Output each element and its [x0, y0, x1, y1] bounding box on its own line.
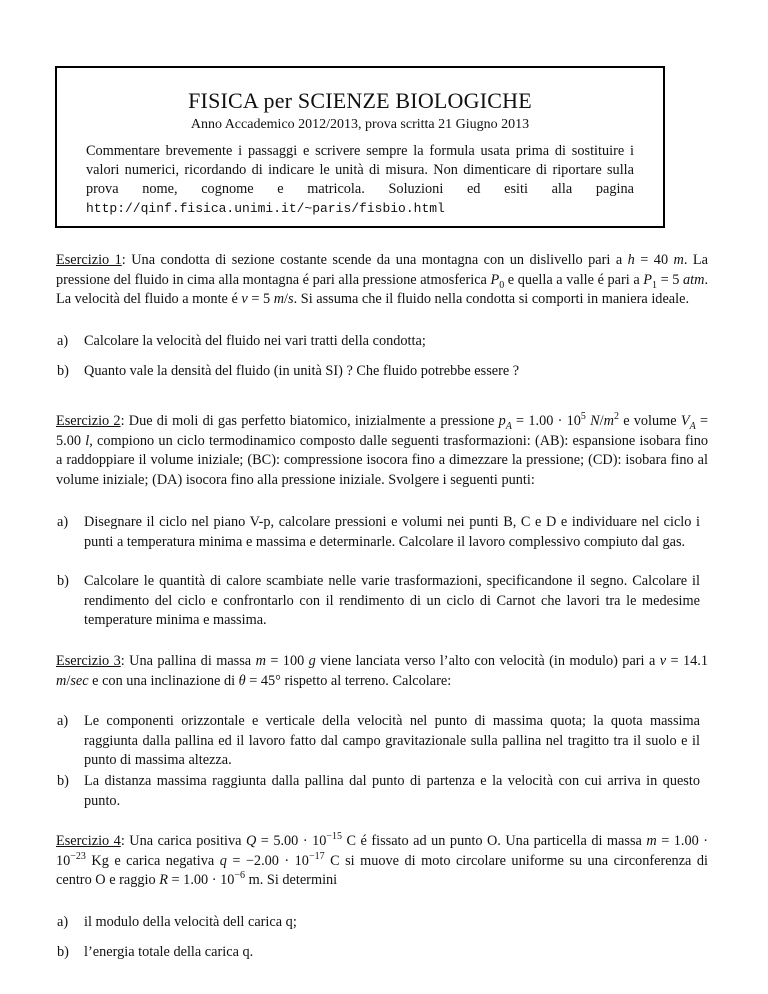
exercise-2-text: Esercizio 2: Due di moli di gas perfetto biatomico, inizialmente a pressione $p_A = 1.00 \cdot 10^5$ $N/m^2$ e volume $V_A = 5.00$ l, compiono un ciclo termodinamico composto dalle seguenti trasformazioni: (AB): espansione isobara fino a raddoppiare il volume iniziale; (BC): compressione isocora fino a dimezzare la pressione; (CD): isobara fino al volume iniziale; (DA) isocora fino alla pressione iniziale. Svolgere i seguenti punti:	[56, 411, 709, 488]
item-text: Calcolare la velocità del fluido nei vari tratti della condotta;	[84, 333, 426, 349]
exercise-1-text: Esercizio 1: Una condotta di sezione costante scende da una montagna con un dislivello pari a h = 40 m. La pressione del fluido in cima alla montagna é pari alla pressione atmosferica $P_0$ e quella a valle é pari a $P_1 = 5$ atm. La velocità del fluido a monte é v = 5 m/s. Si assuma che il fluido nella condotta si comporti in maniera ideale.	[56, 252, 709, 307]
item-marker: a)	[57, 713, 69, 729]
item-text: il modulo della velocità dell carica q;	[84, 914, 297, 930]
item-marker: a)	[57, 514, 69, 530]
item-text: Calcolare le quantità di calore scambiate nelle varie trasformazioni, specificandone il segno. Calcolare il rendimento del ciclo e confrontarlo con il rendimento di un ciclo di Carnot che lavori tra le medesime temperature minima e massima.	[84, 573, 700, 628]
item-marker: b)	[57, 363, 69, 379]
item-marker: b)	[57, 573, 69, 589]
item-text: Le componenti orizzontale e verticale della velocità nel punto di massima quota; la quota massima raggiunta dalla pallina ed il lavoro fatto dal campo gravitazionale sulla pallina nel tragitto tra il suolo e il punto di massima altezza.	[84, 713, 700, 768]
item-text: Disegnare il ciclo nel piano V-p, calcolare pressioni e volumi nei punti B, C e D e individuare nel ciclo i punti a temperatura minima e massima e determinarle. Calcolare il lavoro complessivo compiuto dal gas.	[84, 514, 700, 550]
header-box	[55, 66, 665, 228]
item-marker: a)	[57, 333, 69, 349]
item-marker: a)	[57, 914, 69, 930]
exercise-4-text: Esercizio 4: Una carica positiva $Q = 5.00 \cdot 10^{-15}$ C é fissato ad un punto O. Una particella di massa $m = 1.00 \cdot 10^{-23}$ Kg e carica negativa $q = -2.00 \cdot 10^{-17}$ C si muove di moto circolare uniforme su una circonferenza di centro O e raggio $R = 1.00 \cdot 10^{-6}$ m. Si determini	[56, 831, 709, 888]
exercise-4	[56, 832, 708, 891]
page-subtitle: Anno Accademico 2012/2013, prova scritta 21 Giugno 2013	[190, 117, 530, 132]
exercise-2-item-b	[56, 572, 708, 631]
page-title: FISICA per SCIENZE BIOLOGICHE	[188, 88, 532, 113]
exercise-3	[56, 652, 708, 691]
item-text: La distanza massima raggiunta dalla pallina dal punto di partenza e la velocità con cui arriva in questo punto.	[84, 773, 700, 809]
exercise-4-item-b	[56, 943, 708, 963]
exercise-2-item-a	[56, 513, 708, 552]
exercise-1	[56, 251, 708, 310]
exercise-2-label: Esercizio 2	[56, 413, 121, 429]
exercise-1-item-a	[56, 332, 708, 352]
exercise-2	[56, 412, 708, 490]
item-marker: b)	[57, 944, 69, 960]
exercise-3-item-a	[56, 712, 708, 771]
exercise-4-item-a	[56, 913, 708, 933]
solutions-url[interactable]: http://qinf.fisica.unimi.it/~paris/fisbio.html	[86, 201, 445, 216]
exercise-1-label: Esercizio 1	[56, 252, 122, 268]
exercise-3-text: Esercizio 3: Una pallina di massa m = 100 g viene lanciata verso l’alto con velocità (in modulo) pari a v = 14.1 m/sec e con una inclinazione di θ = 45° rispetto al terreno. Calcolare:	[56, 653, 708, 689]
item-text: l’energia totale della carica q.	[84, 944, 254, 960]
exercise-3-label: Esercizio 3	[56, 653, 121, 669]
exercise-1-item-b	[56, 362, 708, 382]
exercise-3-item-b	[56, 772, 708, 811]
item-text: Quanto vale la densità del fluido (in unità SI) ? Che fluido potrebbe essere ?	[84, 363, 520, 379]
item-marker: b)	[57, 773, 69, 789]
instructions	[86, 142, 634, 218]
exercise-4-label: Esercizio 4	[56, 833, 121, 849]
instructions-text: Commentare brevemente i passaggi e scrivere sempre la formula usata prima di sostituire i valori numerici, ricordando di indicare le unità di misura. Non dimenticare di riportare sulla prova nome, cognome e matricola. Soluzioni ed esiti alla pagina	[86, 143, 634, 197]
